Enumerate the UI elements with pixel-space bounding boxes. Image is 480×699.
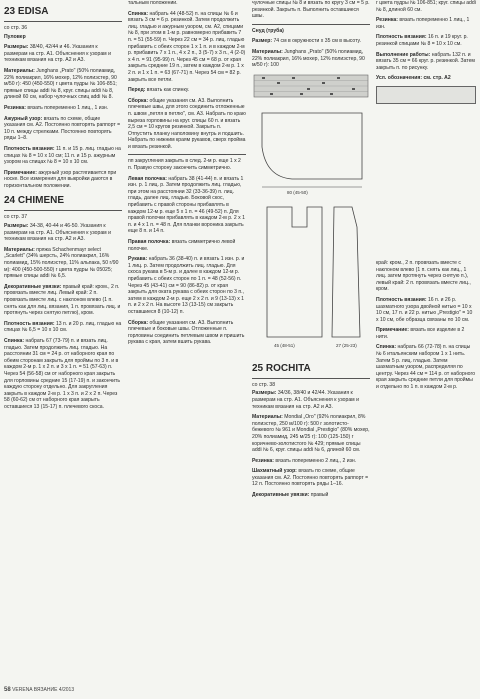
dimension-label: 80 (45-50) bbox=[287, 189, 308, 195]
divider bbox=[4, 21, 122, 22]
page-number: 58 bbox=[4, 687, 11, 693]
paragraph: Размеры: 34-38, 40-44 и 46-50. Указания к размерам на стр. А1. Объяснения к узорам и техникам вязания на стр. А2 и А3. bbox=[4, 223, 111, 243]
paragraph: Плотность вязания: 16 п. и 26 р. шахматного узора двойной нитью = 10 х 10 см, 17 п. и 22 р. нитью „Prestigio" = 10 х 10 см, обе образца связаны по 10 см. bbox=[376, 296, 473, 323]
page-footer bbox=[4, 687, 74, 693]
paragraph: чулочные спицы № 8 и вязать по кругу 3 см = 5 р. резинкой. Закрыть п. Выполнить оставшиеся швы. bbox=[252, 0, 370, 20]
paragraph: край: кром., 2 п. провязать вместе с наклоном влево (1 п. снять как лиц., 1 лиц. затем протянуть через снятую п.), левый край: 2 п. провязать вместе лиц., кром. bbox=[376, 259, 471, 293]
section-chimene-title: 24 CHIMENE bbox=[4, 195, 65, 207]
paragraph: Материалы: Mondial „Oro" (92% полиакрил, 8% полиэстер, 250 м/100 г): 500 г золотисто-бежевого № 961 и Mondial „Prestigio" (80% мохер, 20% полиамид, 245 м/25 г): 100 (125-150) г коричнево-золотистого № 429; прямые спицы addi № 6, круг. спицы addi № 6, длиной 60 см. bbox=[252, 414, 370, 454]
paragraph: Спинка: набрать 44 (48-52) п. на спицы № 6 и вязать 3 см = 6 р. резинкой. Затем продолжить лиц. гладью и ажурным узором, см. А2, спицами № 8, при этом в 1-м р. равномерно прибавить 7 п. = 51 (55-59) п. Через 22 см = 34 р. лиц. гладью прибавить с обеих сторон 1 х 1 п. и в каждом 2-м р. прибавить 7 х 1 п., 4 х 2 п., 3 (5-7) х 3 п., 4 (2-0) х 4 п. = 91 (95-99) п. Через 45 см = 68 р. от края закрыть средние 19 п., затем в каждом 2-м р. 1 х 2 п. и 1 х 1 п. = 63 (67-71) п. Через 54 см = 82 р. закрыть все петли. bbox=[128, 10, 246, 83]
dress-schematic bbox=[252, 197, 370, 357]
column-4 bbox=[376, 0, 476, 395]
paragraph: Резинка: вязать попеременно 2 лиц., 2 изн. bbox=[252, 457, 357, 464]
item-name: Снуд (труба) bbox=[252, 27, 284, 34]
spacer bbox=[376, 110, 476, 260]
paragraph: Примечание: ажурный узор растягивается при носке. Все измерения для выкройки даются в горизонтальном положении. bbox=[4, 169, 117, 189]
divider bbox=[4, 210, 122, 211]
paragraph: Сборка: общие указания см. А3. Выполнить плечевые швы, для этого соединить отложенные п. швом „петля в петлю", см. А3. Набрать по краю выреза горловины на круг. спицы 60 п. и вязать 2,5 см = 10 кругов резинкой. Закрыть п. Отпустить планку наполовину внутрь и подшить. Набрать по нижним краям рукавов, сверх пройма и вязать резинкой. bbox=[128, 97, 246, 150]
paragraph: Спинка: набрать 67 (73-79) п. и вязать лиц. гладью. Затем продолжить лиц. гладью. На расстоянии 31 см = 24 р. от наборного края по обеим сторонам закрыть для проймы по 3 п. и в каждом 2-м р. 1 х 2 п. и 3 х 1 п. = 51 (57-63) п. Через 54 (56-58) см от наборного края закрыть для горловины средние 15 (17-19) п. и закончить каждую сторону отдельно. Для закругления закрыть в каждом 2-м р. 1 х 3 п. и 2 х 2 п. Через 58 (60-62) см от наборного края закрыть оставшиеся 13 (15-17) п. плечевого скоса. bbox=[4, 337, 120, 410]
paragraph: Материалы: пряжа Schachenmayr select „Scarlett" (34% шерсть, 24% полиакрил, 16% полиамид, 15% полиэстер, 11% альпака, 50 г/90 м): 400 (450-500-550) г цвета пудры № 05025; прямые спицы addi № 6,5. bbox=[4, 246, 119, 280]
paragraph: тальным положении. bbox=[128, 0, 178, 6]
paragraph: Выполнение работы: набрать 132 п. и вязать 35 см = 66 круг. р. резинкой. Затем закрыть п. по рисунку. bbox=[376, 51, 475, 71]
source-ref: со стр. 38 bbox=[252, 381, 276, 388]
legend-box bbox=[376, 86, 476, 104]
paragraph: г цвета пудры № 106-851; круг. спицы addi № 8, длиной 60 см. bbox=[376, 0, 476, 13]
dimension-label: 27 (25-23) bbox=[336, 342, 357, 348]
paragraph: Размеры: 38/40, 42/44 и 46. Указания к размерам на стр. А1. Объяснения к узорам и техникам вязания на стр. А2 и А3. bbox=[4, 44, 111, 64]
paragraph: Резинка: вязать попеременно 1 лиц., 1 изн. bbox=[376, 17, 470, 30]
source-ref: со стр. 37 bbox=[4, 214, 28, 221]
paragraph: Рукава: набрать 36 (38-40) п. и вязать 1 изн. р. и 1 лиц. р. Затем продолжить лиц. гладью. Для скоса рукава в 5-м р. и далее в каждом 12-м р. прибавить с обеих сторон по 1 п. = 48 (52-56) п. Через 45 (43-41) см = 90 (86-82) р. от края закрыть для оката рукава с обеих сторон по 3 п., затем в каждом 2-м р. еще 2 х 2 п. и 9 (13-13) х 1 п. и 2 х 2 п. На высоте 13 (13-15) см закрыть оставшиеся 8 (10-12) п. bbox=[128, 256, 245, 315]
dimension-label: 45 (48-51) bbox=[274, 342, 295, 348]
paragraph: Резинка: вязать попеременно 1 лиц., 1 изн. bbox=[4, 104, 109, 111]
divider bbox=[252, 24, 370, 25]
source-ref: со стр. 36 bbox=[4, 25, 28, 31]
paragraph: Плотность вязания: 13 п. и 20 р. лиц. гладью на спицах № 6,5 = 10 х 10 см. bbox=[4, 320, 122, 334]
paragraph: Размеры: 34/36, 38/40 и 42/44. Указания к размерам на стр. А1. Объяснения к узорам и техникам вязания на стр. А2 и А3. bbox=[252, 390, 359, 410]
section-name: EDISA bbox=[17, 6, 49, 17]
paragraph: Примечание: вязать все изделие в 2 нити. bbox=[376, 327, 465, 340]
lace-pattern-schema bbox=[252, 73, 370, 101]
magazine-name: VERENA ВЯЗАНИЕ 4/2013 bbox=[12, 687, 75, 693]
section-number: 23 bbox=[4, 6, 16, 17]
section-edisa-title bbox=[4, 6, 122, 18]
paragraph: пп закругления закрыть в след. 2-м р. еще 1 х 2 п. Правую сторону закончить симметрично. bbox=[128, 158, 241, 172]
schematic-graphic bbox=[252, 197, 370, 357]
paragraph: Декоративные увязки: правый bbox=[252, 492, 329, 499]
paragraph: Правая полочка: вязать симметрично левой полочке. bbox=[128, 239, 236, 252]
section-rochita-title: 25 ROCHITA bbox=[252, 362, 311, 374]
paragraph: Плотность вязания: 11 п. и 15 р. лиц. гладью на спицах № 8 = 10 х 10 см; 11 п. и 15 р. ажурным узором на спицах № 8 = 10 х 10 см. bbox=[4, 145, 121, 166]
paragraph: Сборка: общие указания см. А3. Выполнить плечевые и боковые швы. Отложенные п. горловины соединить петлевым швом и пришить рукава с края, затем вшить рукава. bbox=[128, 319, 245, 346]
divider bbox=[128, 154, 246, 155]
paragraph: Ажурный узор: вязать по схеме, общие указания см. А2. Постоянно повторять раппорт = 10 п. между стрелками. Постоянно повторять ряды 1–8. bbox=[4, 115, 121, 142]
diagram-graphic bbox=[252, 107, 370, 197]
column-1 bbox=[4, 0, 122, 415]
paragraph: Плотность вязания: 16 п. и 19 круг. р. резинкой спицами № 8 = 10 х 10 см. bbox=[376, 34, 468, 47]
paragraph: Материалы: Junghans „Prato" (50% полиамид, 22% полиакрил, 16% мохер, 12% полиэстер, 90 м/50 г): 450 (450-550) г цвета пудры № 106-851; прямые спицы addi № 8, круг. спицы addi № 8, длиной 60 см, набор чулочных спиц addi № 8. bbox=[4, 67, 117, 101]
paragraph: Перед: вязать как спинку. bbox=[128, 87, 190, 94]
legend-note: Усл. обозначения: см. стр. А2 bbox=[376, 75, 451, 82]
divider bbox=[252, 378, 370, 379]
paragraph: Левая полочка: набрать 38 (41-44) п. и вязать 1 изн. р. 1 лиц. р. Затем продолжить лиц. гладью, при этом на расстоянии 32 (33-36-39) п. лиц. гладь, далее лиц. гладью. Боковой скос, прибавить с правой стороны прибавлять в каждом 12-м р. еще 5 х 1 п. = 46 (49-52) п. Для правой полочки прибавлять в каждом 2-м р. 2 х 1 п. и 4 х 1 п. = 48 п. Для планки вороника закрыть еще 8 п. и 14 п. bbox=[128, 175, 245, 235]
paragraph: Шахматный узор: вязать по схеме, общие указания см. А2. Постоянно повторять раппорт = 12 п. Постоянно повторять ряды 1–16. bbox=[252, 468, 369, 488]
paragraph: Декоративные увязки: правый край: кром., 2 п. провязать вместе лиц. Левый край: 2 п. провязать вместе лиц. с наклоном влево (1 п. снять как для лиц. вязания, 1 п. провязать лиц. и протянуть через снятую петлю), кром. bbox=[4, 283, 121, 317]
paragraph: Размер: 74 см в окружности х 35 см в высоту. bbox=[252, 38, 361, 45]
pullover-pattern-diagram bbox=[252, 107, 370, 197]
column-2 bbox=[128, 0, 246, 350]
column-3 bbox=[252, 0, 370, 503]
schema-graphic bbox=[252, 73, 370, 101]
paragraph: Спинка: набрать 66 (72-78) п. на спицы № 6 итальянским набором 1 х 1 нить. Затем 5 р. лиц. гладью. Затем шахматным узором, распределяя по центру. Через 44 см = 114 р. от наборного края закрыть средние петли для проймы и отдельно по 1 п. в каждом 2-м р. bbox=[376, 344, 476, 391]
item-name: Пуловер bbox=[4, 33, 26, 40]
paragraph: Материалы: Junghans „Prato" (50% полиамид, 22% полиакрил, 16% мохер, 12% полиэстер, 90 м/50 г): 100 bbox=[252, 48, 365, 69]
